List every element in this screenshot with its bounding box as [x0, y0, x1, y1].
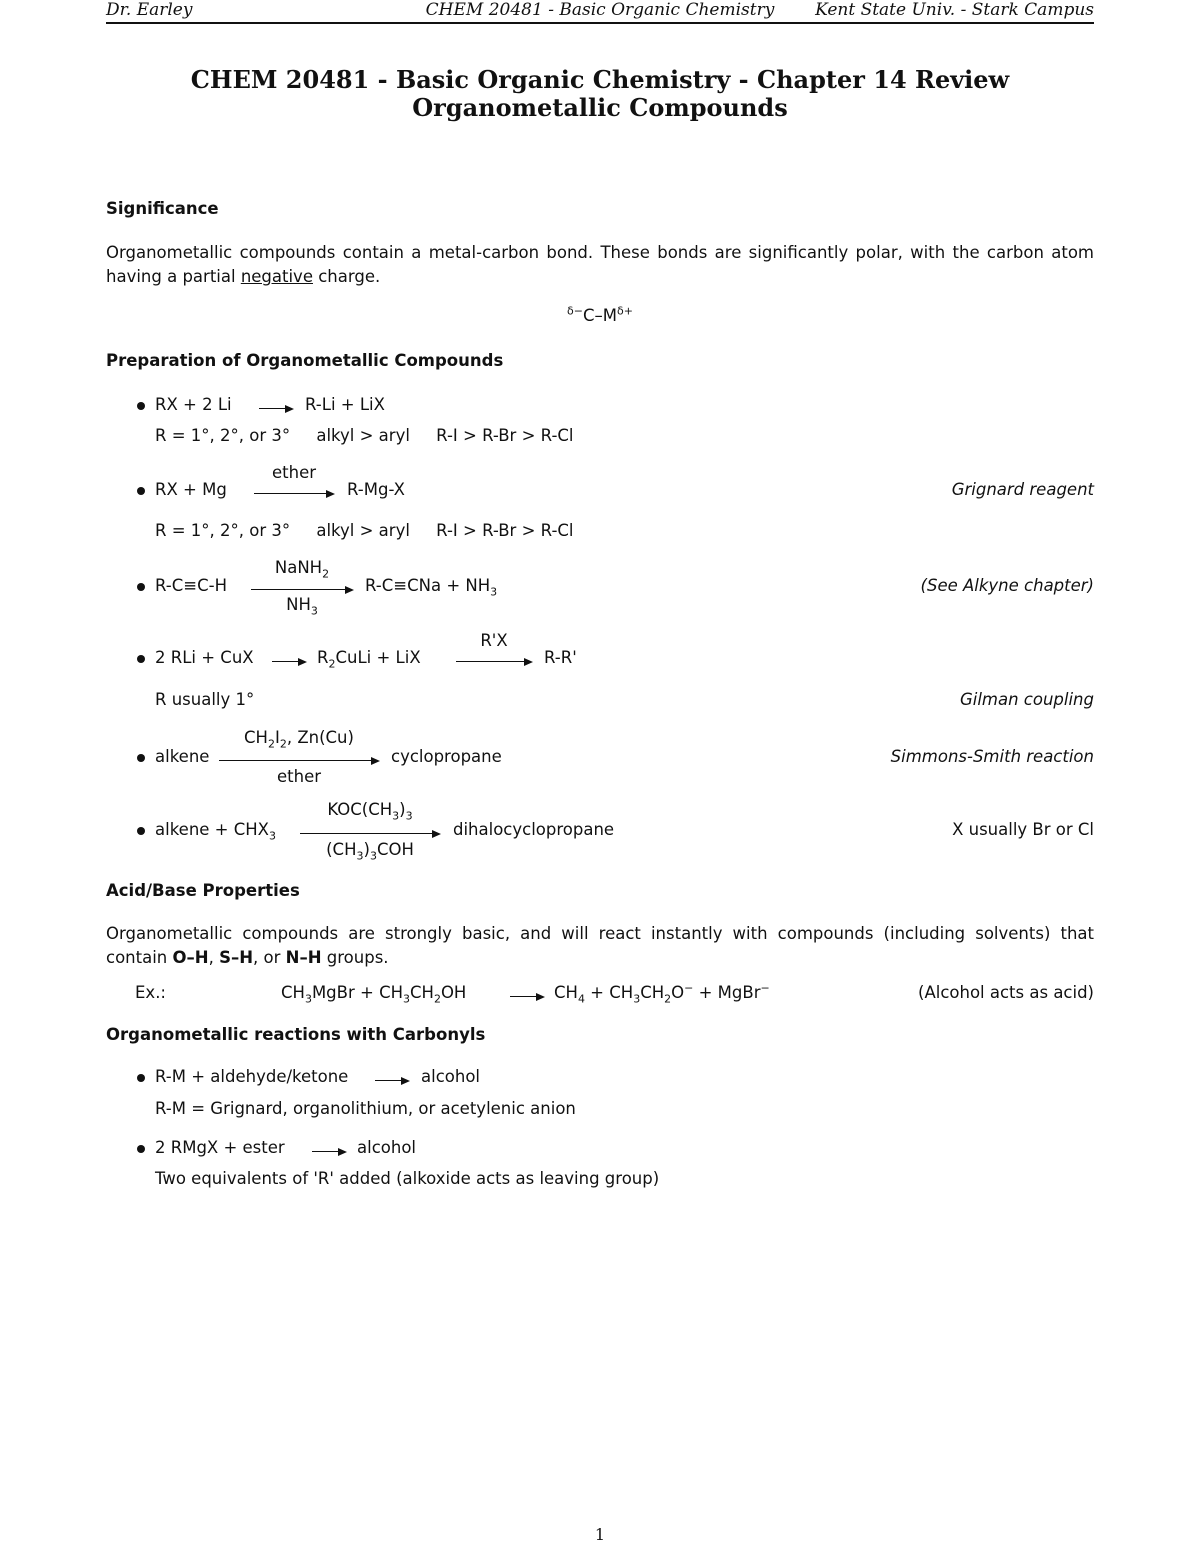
reagent-text: ) [399, 800, 406, 819]
eq-superscript: − [684, 981, 694, 995]
arrow-head [401, 1077, 410, 1085]
eq-subscript: 2 [664, 992, 672, 1006]
acid-base-end: groups. [321, 948, 389, 967]
prep4-arrow-1 [272, 658, 306, 666]
running-header [106, 0, 1094, 22]
carbonyl1-product: alcohol [421, 1067, 480, 1086]
significance-paragraph [106, 241, 1094, 289]
eq-text: + MgBr [693, 983, 761, 1002]
eq-text: OH [440, 983, 467, 1002]
header-rule [106, 22, 1094, 24]
intermediate-text-rest: CuLi + LiX [335, 648, 421, 667]
significance-text-end: charge. [312, 267, 381, 286]
reagent-text: KOC(CH [327, 800, 393, 819]
arrow-head [524, 658, 533, 666]
formula-delta-minus: δ− [567, 304, 583, 318]
solvent-subscript: 3 [369, 849, 377, 863]
title-line-1: CHEM 20481 - Basic Organic Chemistry - Chapter 14 Review [190, 65, 1010, 94]
reagent-subscript: 2 [322, 567, 330, 581]
eq-subscript: 3 [403, 992, 410, 1006]
header-institution: Kent State Univ. - Stark Campus [815, 0, 1094, 20]
reagent-text: CH [244, 728, 268, 747]
eq-text: CH [640, 983, 665, 1002]
prep3-arrow-label-below [251, 595, 353, 618]
reagent-text: NH [286, 595, 311, 614]
prep5-arrow [219, 757, 379, 765]
reagent-subscript: 2 [267, 737, 275, 751]
prep4-product: R-R' [544, 648, 577, 667]
reactant-subscript: 3 [268, 829, 276, 843]
intermediate-text: R [317, 648, 329, 667]
reagent-text: , Zn(Cu) [286, 728, 354, 747]
intermediate-subscript: 2 [328, 657, 336, 671]
example-arrow [510, 993, 544, 1001]
reagent-subscript: 2 [279, 737, 287, 751]
header-author: Dr. Earley [106, 0, 193, 20]
example-products [554, 981, 770, 1006]
prep5-product: cyclopropane [391, 747, 502, 766]
eq-text: + CH [584, 983, 634, 1002]
prep4-reactants: 2 RLi + CuX [155, 648, 254, 667]
reactant-text: alkene + CHX [155, 820, 269, 839]
prep6-reactants [155, 820, 276, 843]
group-sh: S–H [219, 948, 254, 967]
eq-subscript: 4 [577, 992, 585, 1006]
significance-underlined: negative [240, 267, 313, 286]
arrow-head [298, 658, 307, 666]
prep4-intermediate [317, 648, 421, 671]
acid-base-or: , or [253, 948, 286, 967]
arrow-shaft [300, 833, 434, 834]
section-heading-acid-base: Acid/Base Properties [106, 881, 300, 900]
acid-base-comma: , [208, 948, 214, 967]
arrow-head [338, 1148, 347, 1156]
bullet [137, 583, 145, 591]
product-subscript: 3 [490, 585, 498, 599]
arrow-shaft [456, 661, 526, 662]
eq-subscript: 3 [304, 992, 312, 1006]
arrow-head [345, 586, 354, 594]
arrow-shaft [259, 408, 287, 409]
prep3-products [365, 576, 498, 599]
prep5-side-note: Simmons-Smith reaction [890, 747, 1094, 766]
prep1-note: R = 1°, 2°, or 3° alkyl > aryl R-I > R-Br > R-Cl [155, 426, 574, 445]
reagent-subscript: 3 [310, 604, 318, 618]
solvent-subscript: 3 [356, 849, 364, 863]
prep3-side-note: (See Alkyne chapter) [920, 576, 1094, 595]
prep3-reactant: R-C≡C-H [155, 576, 227, 595]
carbonyl2-arrow [312, 1148, 346, 1156]
prep5-arrow-label-below: ether [276, 767, 321, 786]
solvent-text: (CH [326, 840, 357, 859]
bullet [137, 1145, 145, 1153]
prep2-note: R = 1°, 2°, or 3° alkyl > aryl R-I > R-Br > R-Cl [155, 521, 574, 540]
prep6-arrow-label-above [300, 800, 440, 823]
prep2-product: R-Mg-X [347, 480, 405, 499]
formula-bond: C–M [582, 306, 617, 325]
arrow-shaft [510, 996, 538, 997]
prep6-product: dihalocyclopropane [453, 820, 615, 839]
prep5-arrow-label-above [219, 728, 379, 751]
product-text: R-C≡CNa + NH [365, 576, 491, 595]
header-course: CHEM 20481 - Basic Organic Chemistry [425, 0, 775, 20]
arrow-head [371, 757, 380, 765]
eq-superscript: − [760, 981, 770, 995]
title-line-2: Organometallic Compounds [412, 93, 788, 122]
polarity-formula [106, 306, 1094, 325]
carbonyl2-reactants: 2 RMgX + ester [155, 1138, 285, 1157]
group-nh: N–H [285, 948, 322, 967]
eq-subscript: 2 [433, 992, 441, 1006]
prep2-reactants: RX + Mg [155, 480, 227, 499]
page-title [106, 66, 1094, 122]
example-side-note: (Alcohol acts as acid) [918, 983, 1094, 1002]
eq-text: CH [554, 983, 578, 1002]
bullet [137, 754, 145, 762]
section-heading-preparation: Preparation of Organometallic Compounds [106, 351, 504, 370]
prep6-side-note: X usually Br or Cl [952, 820, 1094, 839]
reagent-text: I [274, 728, 280, 747]
acid-base-paragraph [106, 922, 1094, 970]
bullet [137, 402, 145, 410]
prep1-reactants: RX + 2 Li [155, 395, 232, 414]
reagent-subscript: 3 [405, 809, 413, 823]
arrow-shaft [272, 661, 300, 662]
prep4-note: R usually 1° [155, 690, 255, 709]
acid-base-text: Organometallic compounds are strongly basic, and will react instantly with compounds (including solvents) that contain [106, 924, 1094, 967]
arrow-head [285, 405, 294, 413]
example-reactants [281, 983, 467, 1006]
arrow-head [326, 490, 335, 498]
prep3-arrow-label-above [251, 558, 353, 581]
arrow-head [536, 993, 545, 1001]
eq-text: CH [410, 983, 434, 1002]
prep3-arrow [251, 586, 353, 594]
arrow-shaft [312, 1151, 340, 1152]
eq-text: MgBr + CH [311, 983, 403, 1002]
bullet [137, 1074, 145, 1082]
prep6-arrow-label-below [300, 840, 440, 863]
example-label: Ex.: [135, 983, 166, 1002]
prep2-arrow-label: ether [271, 463, 316, 482]
arrow-shaft [251, 589, 347, 590]
prep2-side-note: Grignard reagent [951, 480, 1094, 499]
reagent-text: NaNH [274, 558, 323, 577]
prep4-arrow-label: R'X [480, 631, 508, 650]
solvent-text: ) [363, 840, 370, 859]
carbonyl2-product: alcohol [357, 1138, 416, 1157]
prep6-arrow [300, 830, 440, 838]
carbonyl1-arrow [375, 1077, 409, 1085]
bullet [137, 827, 145, 835]
prep5-reactant: alkene [155, 747, 210, 766]
prep4-side-note: Gilman coupling [959, 690, 1094, 709]
significance-text: Organometallic compounds contain a metal-carbon bond. These bonds are significantly polar, with the carbon atom having a partial [106, 243, 1094, 286]
prep4-arrow-2 [456, 658, 532, 666]
section-heading-significance: Significance [106, 199, 219, 218]
eq-text: O [671, 983, 685, 1002]
carbonyl2-note: Two equivalents of 'R' added (alkoxide acts as leaving group) [155, 1169, 660, 1188]
prep2-arrow [254, 490, 334, 498]
arrow-shaft [219, 760, 373, 761]
eq-subscript: 3 [633, 992, 641, 1006]
prep1-arrow [259, 405, 293, 413]
bullet [137, 487, 145, 495]
carbonyl1-reactants: R-M + aldehyde/ketone [155, 1067, 349, 1086]
section-heading-carbonyls: Organometallic reactions with Carbonyls [106, 1025, 486, 1044]
carbonyl1-note: R-M = Grignard, organolithium, or acetylenic anion [155, 1099, 576, 1118]
arrow-shaft [254, 493, 328, 494]
eq-text: CH [281, 983, 305, 1002]
page-number: 1 [594, 1525, 606, 1544]
bullet [137, 655, 145, 663]
arrow-shaft [375, 1080, 403, 1081]
arrow-head [432, 830, 441, 838]
group-oh: O–H [172, 948, 209, 967]
reagent-subscript: 3 [392, 809, 400, 823]
solvent-text: COH [376, 840, 414, 859]
prep1-products: R-Li + LiX [305, 395, 385, 414]
formula-delta-plus: δ+ [617, 304, 633, 318]
